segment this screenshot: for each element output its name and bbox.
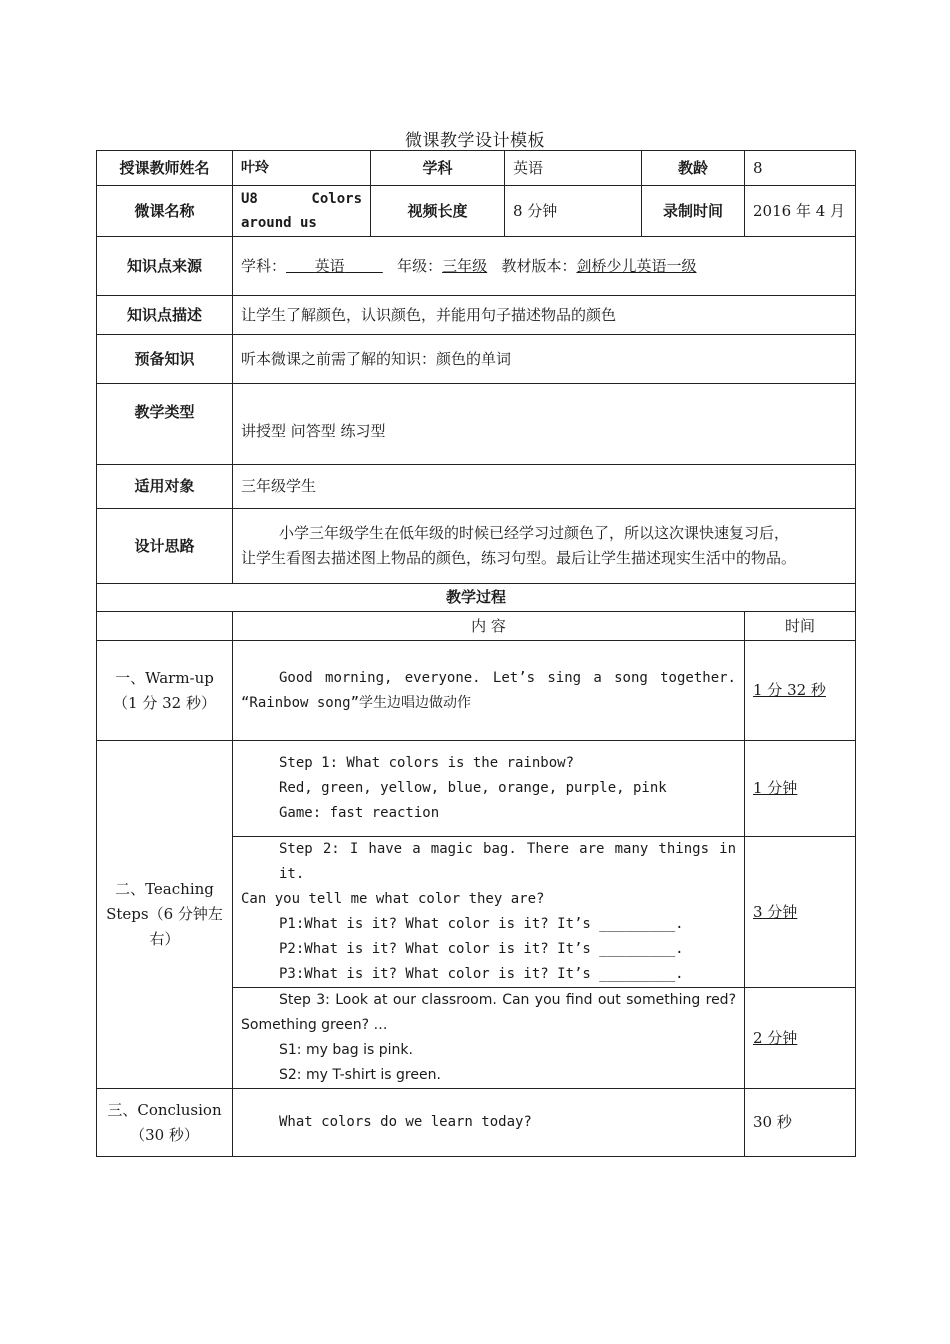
source-grade-prefix: 年级： [397,256,443,275]
warmup-label-line-2: （1 分 32 秒） [113,693,216,712]
source-grade-value: 三年级 [442,256,488,275]
prior-knowledge-text: 听本微课之前需了解的知识：颜色的单词 [233,335,856,384]
design-text [233,509,856,584]
source-subject-value: 英语 [314,256,345,275]
conclusion-label-line-1: 三、Conclusion [107,1100,222,1119]
info-row-2 [97,186,856,237]
step1-line-3: Game: fast reaction [279,805,440,821]
course-name-value [233,186,371,237]
record-time-label: 录制时间 [642,186,745,237]
step1-content [233,741,745,837]
step2-line-2: Can you tell me what color they are? [241,891,545,907]
conclusion-text: What colors do we learn today? [279,1114,532,1130]
source-subject-prefix: 学科： [241,256,287,275]
design-line-2: 让学生看图去描述图上物品的颜色，练习句型。最后让学生描述现实生活中的物品。 [241,549,797,567]
process-header-row [97,612,856,641]
prior-knowledge-label: 预备知识 [97,335,233,384]
time-header: 时间 [745,612,856,641]
step2-line-3: P1:What is it? What color is it? It’s _________. [279,916,684,932]
audience-row [97,465,856,509]
step2-line-1: Step 2: I have a magic bag. There are many things in it. [279,841,736,882]
step3-time: 2 分钟 [745,988,856,1089]
step3-content [233,988,745,1089]
warmup-time: 1 分 32 秒 [745,641,856,741]
teaching-label-line-1: 二、Teaching [115,880,214,898]
content-header: 内 容 [233,612,745,641]
conclusion-label [97,1089,233,1157]
process-header-blank [97,612,233,641]
source-edition-prefix: 教材版本： [501,256,577,275]
conclusion-row [97,1089,856,1157]
course-name-part-2: Colors [311,191,362,207]
warmup-content [233,641,745,741]
teaching-label-line-2: Steps（6 分钟左 [106,905,223,923]
teaching-type-text: 讲授型 问答型 练习型 [233,384,856,465]
step3-line-2: Something green? … [241,1017,388,1033]
source-content [233,237,856,296]
course-name-part-1: U8 [241,191,258,207]
warmup-row [97,641,856,741]
lesson-design-table [96,150,856,1157]
design-row [97,509,856,584]
warmup-line-2: “Rainbow song”学生边唱边做动作 [241,694,472,711]
step2-line-5: P3:What is it? What color is it? It’s _________. [279,966,684,982]
subject-value: 英语 [505,151,642,186]
course-name-label: 微课名称 [97,186,233,237]
step1-time: 1 分钟 [745,741,856,837]
design-line-1: 小学三年级学生在低年级的时候已经学习过颜色了，所以这次课快速复习后， [279,524,790,542]
subject-label: 学科 [371,151,505,186]
course-name-part-3: around us [241,215,317,231]
teacher-value: 叶玲 [233,151,371,186]
step2-content [233,837,745,988]
teaching-age-label: 教龄 [642,151,745,186]
conclusion-time: 30 秒 [745,1089,856,1157]
prior-knowledge-row [97,335,856,384]
teaching-label-line-3: 右） [149,930,180,948]
description-row [97,296,856,335]
step2-line-4: P2:What is it? What color is it? It’s _________. [279,941,684,957]
process-title-row [97,584,856,612]
teaching-steps-label [97,741,233,1089]
audience-label: 适用对象 [97,465,233,509]
teaching-type-label: 教学类型 [97,384,233,465]
step1-row [97,741,856,837]
warmup-label [97,641,233,741]
teacher-label: 授课教师姓名 [97,151,233,186]
source-edition-value: 剑桥少儿英语一级 [576,256,697,275]
conclusion-label-line-2: （30 秒） [130,1125,199,1144]
page-title: 微课教学设计模板 [405,131,545,151]
step3-line-3: S1: my bag is pink. [279,1042,413,1058]
conclusion-content [233,1089,745,1157]
warmup-line-1: Good morning, everyone. Let’s sing a song together. [279,669,736,686]
info-row-1 [97,151,856,186]
audience-text: 三年级学生 [233,465,856,509]
record-time-value: 2016 年 4 月 [745,186,856,237]
design-label: 设计思路 [97,509,233,584]
source-label: 知识点来源 [97,237,233,296]
step2-time: 3 分钟 [745,837,856,988]
step3-line-1: Step 3: Look at our classroom. Can you find out something red? [279,992,736,1008]
step3-line-4: S2: my T-shirt is green. [279,1067,441,1083]
step1-line-2: Red, green, yellow, blue, orange, purple, pink [279,780,667,796]
teaching-age-value: 8 [745,151,856,186]
description-label: 知识点描述 [97,296,233,335]
process-title: 教学过程 [97,584,856,612]
teaching-type-row [97,384,856,465]
warmup-label-line-1: 一、Warm-up [115,668,214,687]
description-text: 让学生了解颜色，认识颜色，并能用句子描述物品的颜色 [233,296,856,335]
source-row [97,237,856,296]
video-length-label: 视频长度 [371,186,505,237]
video-length-value: 8 分钟 [505,186,642,237]
step1-line-1: Step 1: What colors is the rainbow? [279,755,575,771]
